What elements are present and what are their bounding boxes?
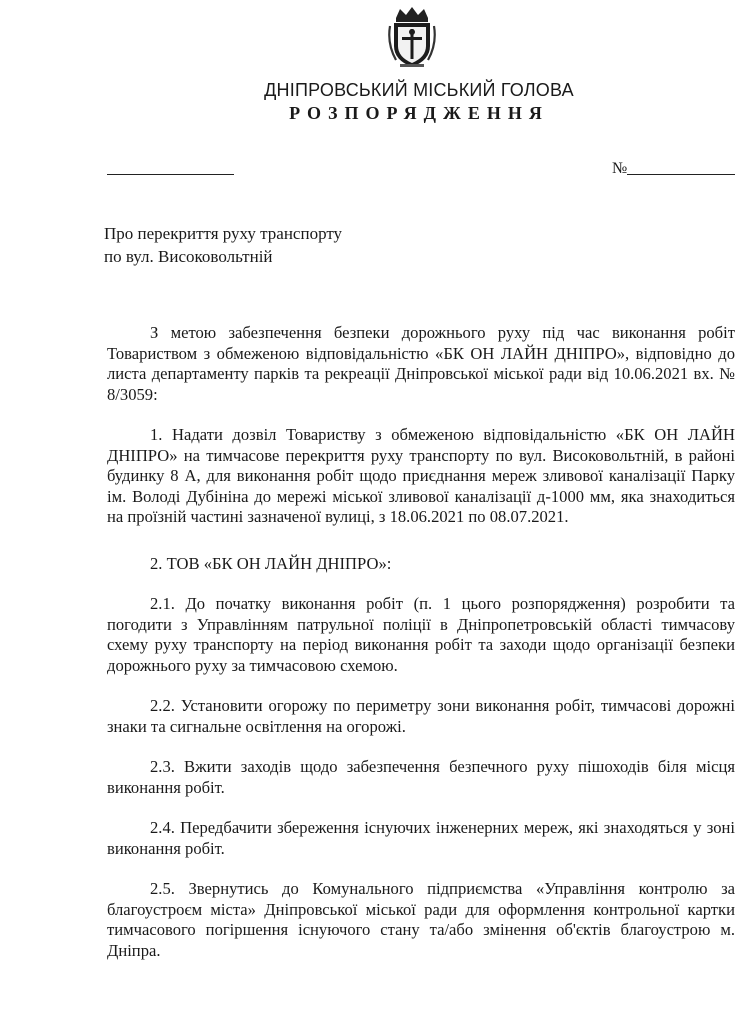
clause-2-1: 2.1. До початку виконання робіт (п. 1 цього розпорядження) розробити та погодити з Управлінням патрульної поліції в Дніпропетровській області тимчасову схему руху транспорту на період виконання робіт та заходи щодо організації безпеки дорожнього руху за тимчасовою схемою. — [107, 594, 735, 675]
clause-2: 2. ТОВ «БК ОН ЛАЙН ДНІПРО»: — [150, 553, 392, 573]
clause-2-5: 2.5. Звернутись до Комунального підприємства «Управління контролю за благоустроєм міста» Дніпровської міської ради для оформлення контрольної картки тимчасового погіршення існуючого стану та/або змінення об'єктів благоустрою м. Дніпра. — [107, 879, 735, 960]
issuing-authority: ДНІПРОВСЬКИЙ МІСЬКИЙ ГОЛОВА — [264, 80, 574, 100]
clause-2-2: 2.2. Установити огорожу по периметру зони виконання робіт, тимчасові дорожні знаки та сигнальне освітлення на огорожі. — [107, 696, 735, 736]
number-blank-line — [627, 174, 735, 175]
clause-2-3: 2.3. Вжити заходів щодо забезпечення безпечного руху пішоходів біля місця виконання робіт. — [107, 757, 735, 797]
preamble-paragraph: З метою забезпечення безпеки дорожнього руху під час виконання робіт Товариством з обмеженою відповідальністю «БК ОН ЛАЙН ДНІПРО», відповідно до листа департаменту парків та рекреації Дніпровської міської ради від 10.06.2021 вх. № 8/3059: — [107, 323, 735, 404]
subject-line: Про перекриття руху транспорту — [104, 224, 343, 243]
date-blank-line — [107, 174, 234, 175]
clause-2-4: 2.4. Передбачити збереження існуючих інженерних мереж, які знаходяться у зоні виконання робіт. — [107, 818, 735, 858]
number-label: № — [612, 160, 628, 177]
document-subject — [104, 222, 342, 268]
subject-line: по вул. Високовольтній — [104, 247, 273, 266]
document-type: РОЗПОРЯДЖЕННЯ — [289, 103, 549, 123]
clause-1: 1. Надати дозвіл Товариству з обмеженою відповідальністю «БК ОН ЛАЙН ДНІПРО» на тимчасове перекриття руху транспорту по вул. Високовольтній, в районі будинку 8 А, для виконання робіт щодо приєднання мереж зливової каналізації Парку ім. Володі Дубініна до мережі міської зливової каналізації д-1000 мм, яка знаходиться на проїзній частині зазначеної вулиці, з 18.06.2021 по 08.07.2021. — [107, 425, 735, 526]
city-coat-of-arms-icon — [386, 6, 438, 70]
document-body — [107, 323, 735, 961]
